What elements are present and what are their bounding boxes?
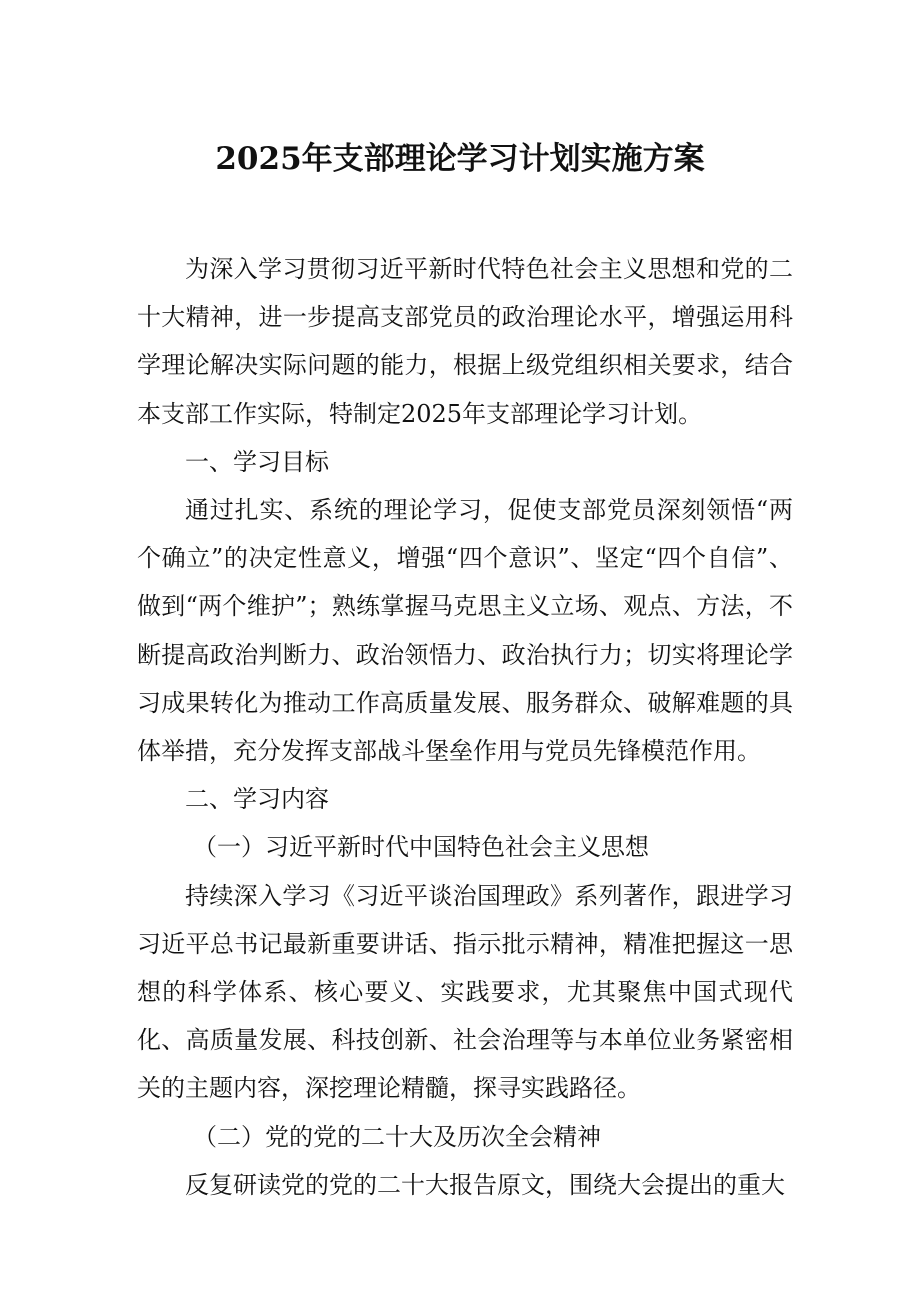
intro-paragraph: 为深入学习贯彻习近平新时代特色社会主义思想和党的二十大精神，进一步提高支部党员的政治理论水平，增强运用科学理论解决实际问题的能力，根据上级党组织相关要求，结合本支部工作实际，特制定2025年支部理论学习计划。	[137, 255, 793, 428]
section-heading-content: 二、学习内容	[185, 785, 329, 814]
goals-paragraph: 通过扎实、系统的理论学习，促使支部党员深刻领悟“两个确立”的决定性意义，增强“四个意识”、坚定“四个自信”、做到“两个维护”；熟练掌握马克思主义立场、观点、方法，不断提高政治判断力、政治领悟力、政治执行力；切实将理论学习成果转化为推动工作高质量发展、服务群众、破解难题的具体举措，充分发挥支部战斗堡垒作用与党员先锋模范作用。	[137, 496, 793, 766]
subsection-heading-thought: （一）习近平新时代中国特色社会主义思想	[193, 833, 649, 862]
thought-paragraph: 持续深入学习《习近平谈治国理政》系列著作，跟进学习习近平总书记最新重要讲话、指示批示精神，精准把握这一思想的科学体系、核心要义、实践要求，尤其聚焦中国式现代化、高质量发展、科技创新、社会治理等与本单位业务紧密相关的主题内容，深挖理论精髓，探寻实践路径。	[137, 881, 793, 1103]
document-body	[137, 245, 793, 1209]
subsection-heading-congress: （二）党的党的二十大及历次全会精神	[193, 1122, 601, 1151]
congress-paragraph: 反复研读党的党的二十大报告原文，围绕大会提出的重大	[185, 1170, 785, 1199]
document-title: 2025年支部理论学习计划实施方案	[215, 141, 705, 177]
section-heading-goals: 一、学习目标	[185, 447, 329, 476]
